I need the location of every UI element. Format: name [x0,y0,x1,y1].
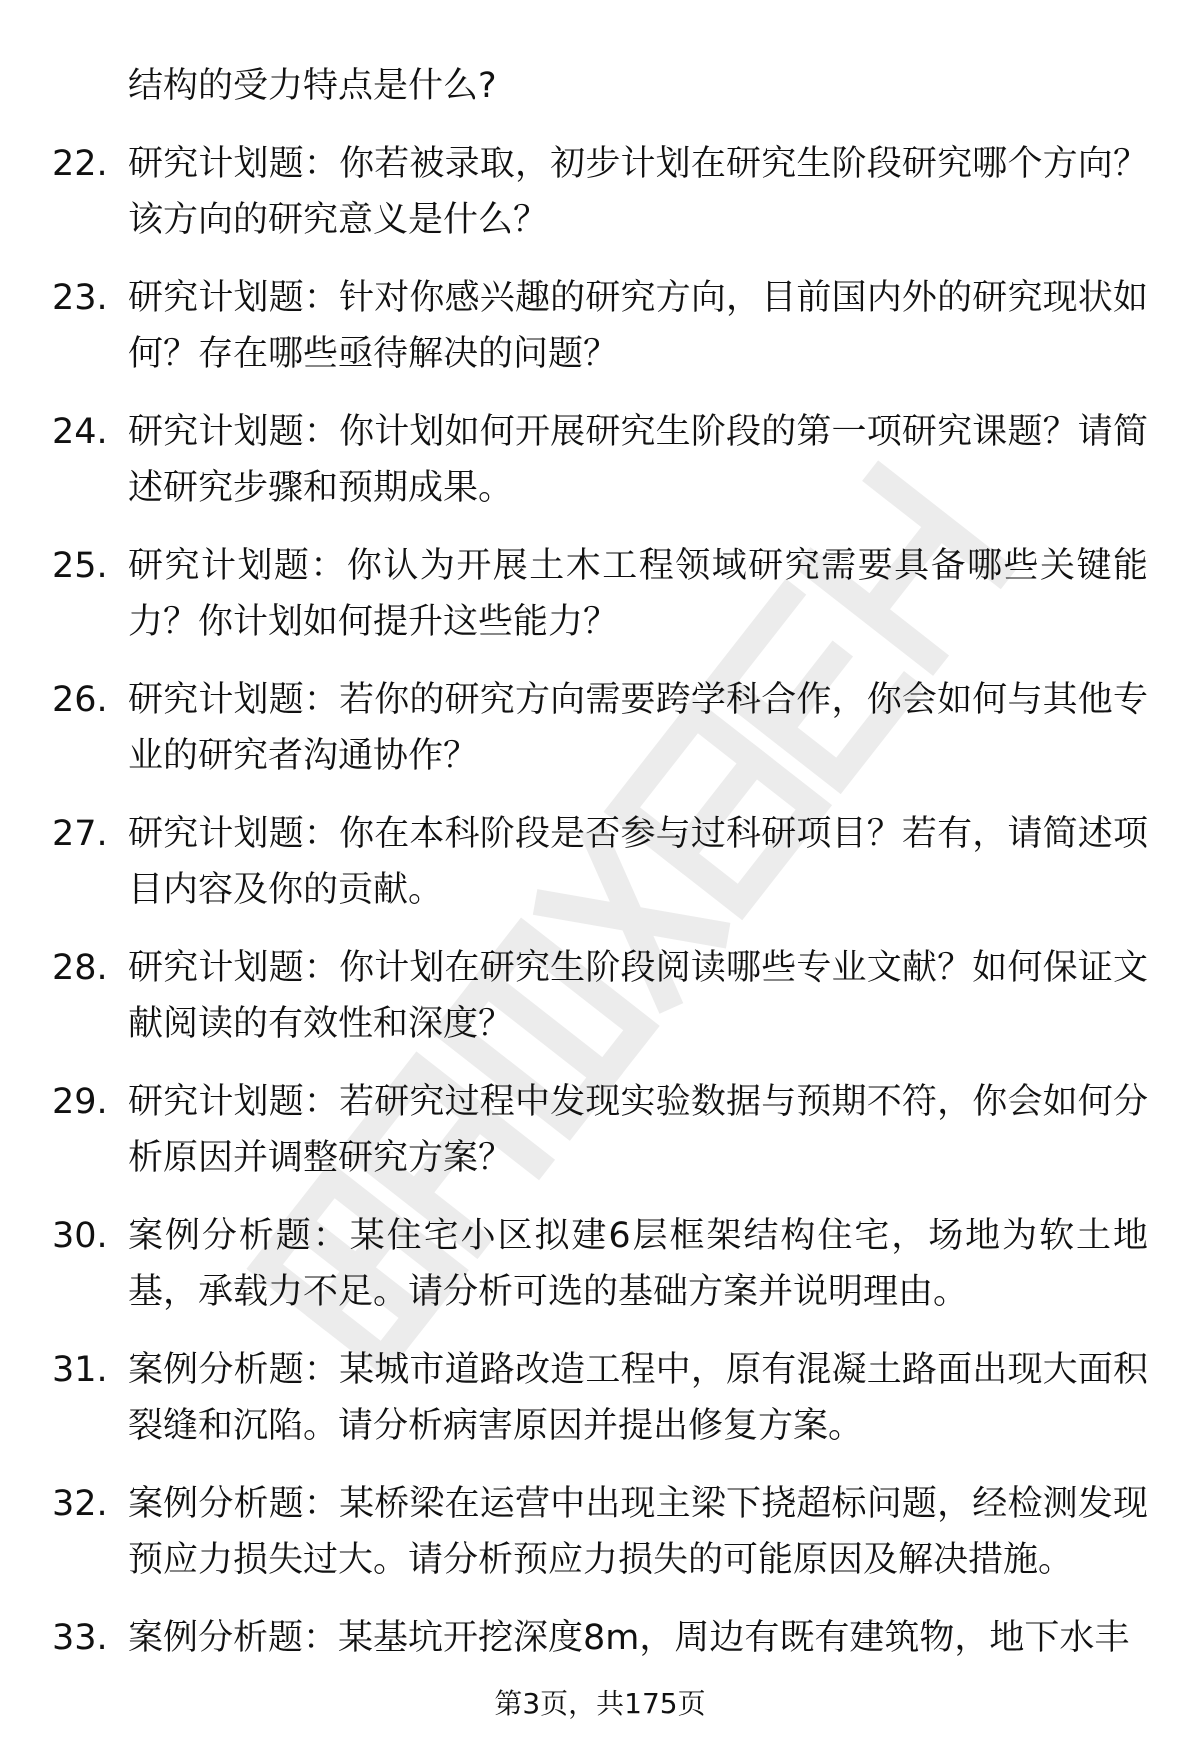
question-item [0,1074,1200,1208]
question-text: 案例分析题：某住宅小区拟建6层框架结构住宅，场地为软土地基，承载力不足。请分析可选的基础方案并说明理由。 [128,1216,1148,1312]
question-text: 研究计划题：你若被录取，初步计划在研究生阶段研究哪个方向？该方向的研究意义是什么？ [128,144,1148,240]
question-text: 案例分析题：某城市道路改造工程中，原有混凝土路面出现大面积裂缝和沉陷。请分析病害原因并提出修复方案。 [128,1350,1148,1446]
question-number: 26. [52,680,108,720]
question-text: 研究计划题：你在本科阶段是否参与过科研项目？若有，请简述项目内容及你的贡献。 [128,814,1148,910]
question-item [0,136,1200,270]
question-number: 32. [52,1484,108,1524]
question-item [0,538,1200,672]
question-item [0,1208,1200,1342]
question-number: 24. [52,412,108,452]
question-number: 28. [52,948,108,988]
question-item [0,1342,1200,1476]
question-text: 研究计划题：针对你感兴趣的研究方向，目前国内外的研究现状如何？存在哪些亟待解决的问题？ [128,278,1148,374]
question-number: 31. [52,1350,108,1390]
question-item [0,270,1200,404]
page-footer: 第3页，共175页 [494,1687,706,1720]
question-item [0,672,1200,806]
question-text: 研究计划题：你认为开展土木工程领域研究需要具备哪些关键能力？你计划如何提升这些能力？ [128,546,1148,642]
question-text: 研究计划题：若你的研究方向需要跨学科合作，你会如何与其他专业的研究者沟通协作？ [128,680,1148,776]
question-number: 30. [52,1216,108,1256]
question-text: 研究计划题：你计划如何开展研究生阶段的第一项研究课题？请简述研究步骤和预期成果。 [128,412,1148,508]
continued-question-text: 结构的受力特点是什么? [128,66,497,106]
question-number: 25. [52,546,108,586]
question-text: 研究计划题：若研究过程中发现实验数据与预期不符，你会如何分析原因并调整研究方案？ [128,1082,1148,1178]
question-text: 研究计划题：你计划在研究生阶段阅读哪些专业文献？如何保证文献阅读的有效性和深度？ [128,948,1148,1044]
question-number: 27. [52,814,108,854]
question-number: 23. [52,278,108,318]
question-item [0,806,1200,940]
question-number: 22. [52,144,108,184]
question-list [0,136,1200,1744]
question-item [0,1476,1200,1610]
question-number: 33. [52,1618,108,1658]
question-text: 案例分析题：某基坑开挖深度8m，周边有既有建筑物，地下水丰 [128,1618,1130,1658]
question-text: 案例分析题：某桥梁在运营中出现主梁下挠超标问题，经检测发现预应力损失过大。请分析预应力损失的可能原因及解决措施。 [128,1484,1148,1580]
question-item [0,404,1200,538]
question-number: 29. [52,1082,108,1122]
question-item [0,940,1200,1074]
